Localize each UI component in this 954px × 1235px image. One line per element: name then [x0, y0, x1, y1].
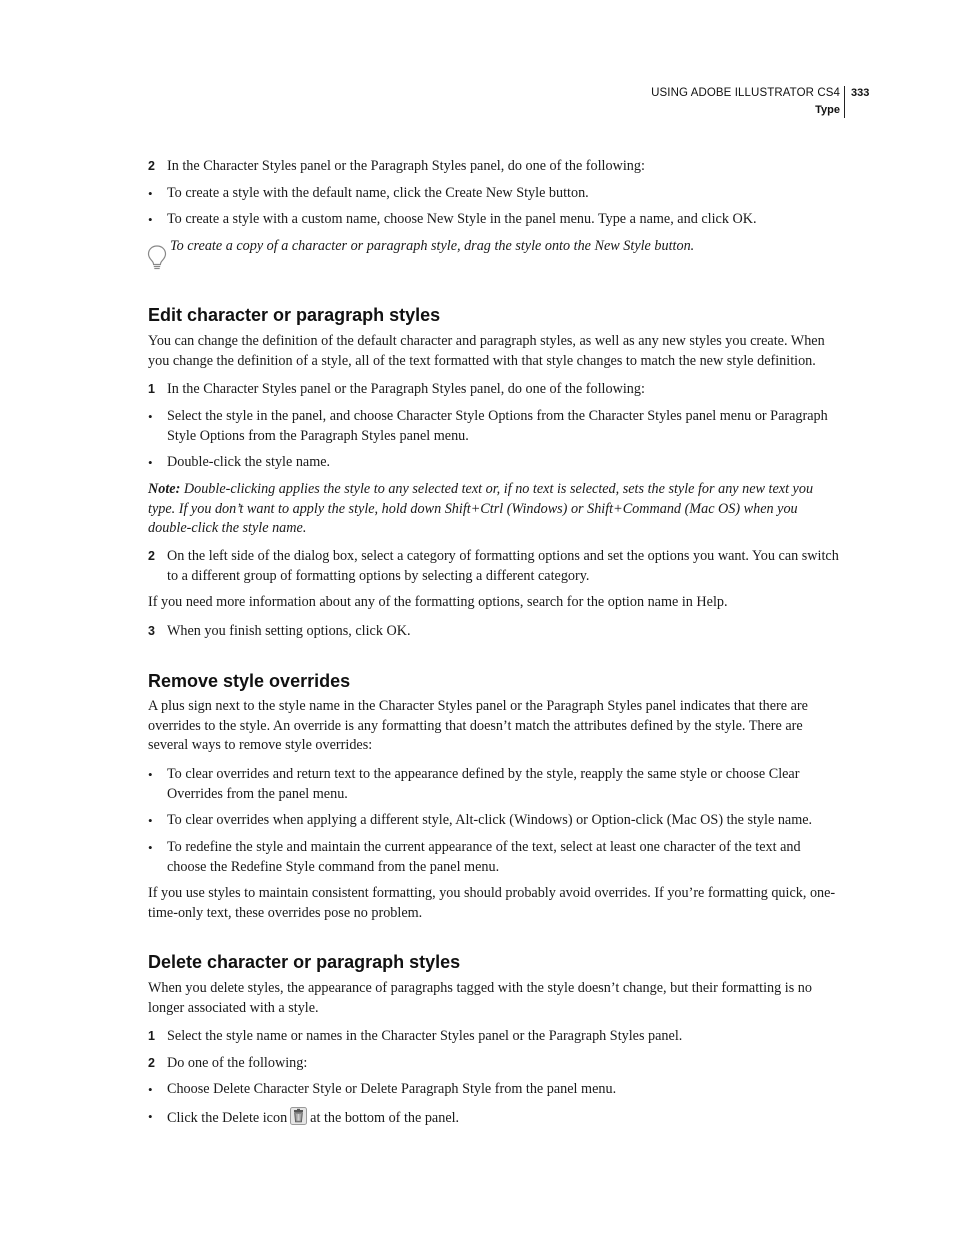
- note: [148, 480, 842, 539]
- body-paragraph: You can change the definition of the default character and paragraph styles, as well as any new styles you create. When you change the definition of a style, all of the text formatted with that style changes to match the new style definition.: [148, 333, 825, 369]
- step-number: 2: [148, 159, 155, 173]
- bullet-marker: •: [148, 1082, 153, 1097]
- page-number: 333: [851, 87, 870, 99]
- bullet-marker: •: [148, 212, 153, 227]
- note-label: Note:: [148, 481, 181, 497]
- running-header-title: USING ADOBE ILLUSTRATOR CS4: [651, 87, 840, 99]
- step-number: 1: [148, 1029, 155, 1043]
- bullet-text-before-icon: Click the Delete icon: [167, 1110, 288, 1126]
- bullet-marker: •: [148, 409, 153, 424]
- bullet-marker: •: [148, 767, 153, 782]
- bullet-text: To redefine the style and maintain the current appearance of the text, select at least one character of the text and choose the Redefine Style command from the panel menu.: [167, 839, 801, 875]
- bullet-text: To clear overrides when applying a different style, Alt-click (Windows) or Option-click (Mac OS) the style name.: [167, 812, 813, 828]
- step-text: In the Character Styles panel or the Paragraph Styles panel, do one of the following:: [167, 158, 645, 174]
- bullet-marker: •: [148, 813, 153, 828]
- step-text: On the left side of the dialog box, select a category of formatting options and set the options you want. You can switch to a different group of formatting options by selecting a different category.: [167, 548, 839, 584]
- bullet-text: To create a style with the default name, click the Create New Style button.: [167, 185, 589, 201]
- step-text: Do one of the following:: [167, 1055, 308, 1071]
- step-text: Select the style name or names in the Character Styles panel or the Paragraph Styles panel.: [167, 1028, 683, 1044]
- bullet-marker: •: [148, 455, 153, 470]
- bullet-marker: •: [148, 1109, 153, 1124]
- step-number: 2: [148, 549, 155, 563]
- trash-icon: [290, 1107, 307, 1125]
- section-heading: Edit character or paragraph styles: [148, 305, 441, 325]
- bullet-text: To clear overrides and return text to the appearance defined by the style, reapply the same style or choose Clear Overrides from the panel menu.: [167, 766, 800, 802]
- body-paragraph: If you use styles to maintain consistent formatting, you should probably avoid overrides. If you’re formatting quick, one-time-only text, these overrides pose no problem.: [148, 885, 836, 921]
- section-heading: Delete character or paragraph styles: [148, 952, 461, 972]
- body-paragraph: A plus sign next to the style name in the Character Styles panel or the Paragraph Styles panel indicates that there are overrides to the style. An override is any formatting that doesn’t match the attributes defined by the style. There are several ways to remove style overrides:: [148, 698, 808, 753]
- bullet-marker: •: [148, 186, 153, 201]
- step-number: 3: [148, 624, 155, 638]
- step-text: In the Character Styles panel or the Paragraph Styles panel, do one of the following:: [167, 381, 645, 397]
- header-divider: [844, 86, 845, 118]
- step-number: 1: [148, 382, 155, 396]
- bullet-text: To create a style with a custom name, choose New Style in the panel menu. Type a name, and click OK.: [167, 211, 757, 227]
- lightbulb-icon: [146, 244, 168, 272]
- step-text: When you finish setting options, click OK.: [167, 623, 411, 639]
- running-header-section: Type: [815, 104, 840, 116]
- bullet-marker: •: [148, 840, 153, 855]
- bullet-text: Double-click the style name.: [167, 454, 331, 470]
- note-text: Double-clicking applies the style to any selected text or, if no text is selected, sets the style for any new text you type. If you don’t want to apply the style, hold down Shift+Ctrl (Windows) or Shift+Command (Mac OS) when you double-click the style name.: [148, 481, 814, 536]
- bullet-text: [167, 1107, 842, 1129]
- step-number: 2: [148, 1056, 155, 1070]
- bullet-text: Select the style in the panel, and choose Character Style Options from the Character Styles panel menu or Paragraph Style Options from the Paragraph Styles panel menu.: [167, 408, 828, 444]
- body-paragraph: If you need more information about any of the formatting options, search for the option name in Help.: [148, 594, 728, 610]
- bullet-text-after-icon: at the bottom of the panel.: [310, 1110, 460, 1126]
- body-paragraph: When you delete styles, the appearance of paragraphs tagged with the style doesn’t change, but their formatting is no longer associated with a style.: [148, 980, 812, 1016]
- tip-text: To create a copy of a character or paragraph style, drag the style onto the New Style button.: [170, 238, 695, 254]
- bullet-text: Choose Delete Character Style or Delete Paragraph Style from the panel menu.: [167, 1081, 617, 1097]
- section-heading: Remove style overrides: [148, 671, 351, 691]
